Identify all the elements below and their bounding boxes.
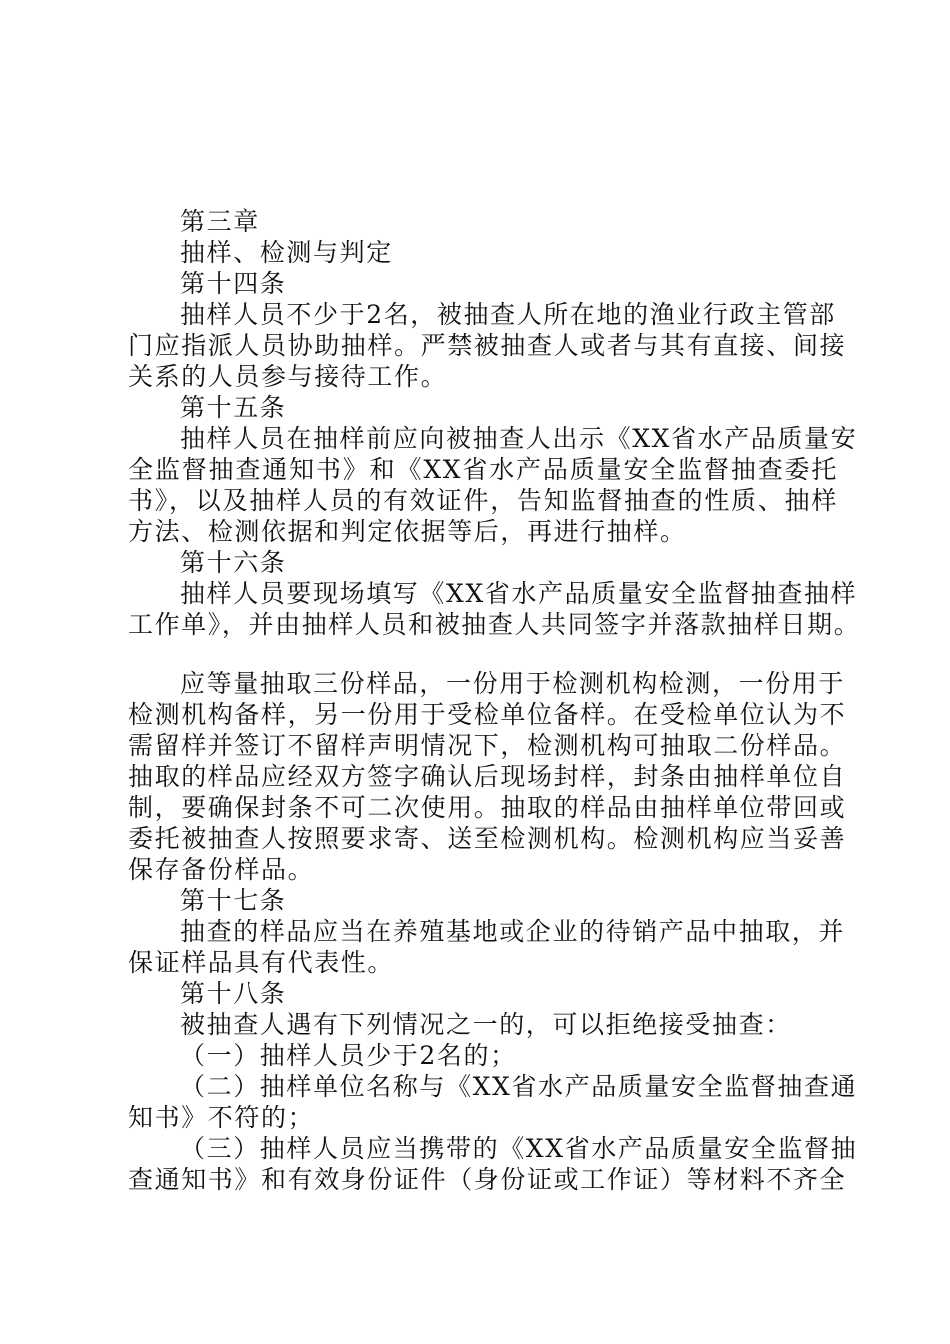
list-item-1: （一）抽样人员少于2名的； — [180, 1041, 517, 1070]
paragraph-line: 抽样人员要现场填写《XX省水产品质量安全监督抽查抽样 — [180, 579, 858, 608]
paragraph-line: 抽样人员在抽样前应向被抽查人出示《XX省水产品质量安 — [180, 424, 858, 453]
article-15-heading: 第十五条 — [180, 393, 287, 422]
paragraph-line: 需留样并签订不留样声明情况下，检测机构可抽取二份样品。 — [128, 731, 847, 760]
paragraph-line: 全监督抽查通知书》和《XX省水产品质量安全监督抽查委托 — [128, 455, 838, 484]
paragraph-line: 制，要确保封条不可二次使用。抽取的样品由抽样单位带回或 — [128, 793, 847, 822]
paragraph-line: 检测机构备样，另一份用于受检单位备样。在受检单位认为不 — [128, 700, 847, 729]
list-item-3-continued: 查通知书》和有效身份证件（身份证或工作证）等材料不齐全 — [128, 1165, 847, 1194]
article-17-heading: 第十七条 — [180, 886, 287, 915]
paragraph-line: 被抽查人遇有下列情况之一的，可以拒绝接受抽查： — [180, 1010, 792, 1039]
paragraph-line: 保存备份样品。 — [128, 855, 315, 884]
list-item-2: （二）抽样单位名称与《XX省水产品质量安全监督抽查通 — [180, 1072, 858, 1101]
paragraph-line: 门应指派人员协助抽样。严禁被抽查人或者与其有直接、间接 — [128, 331, 847, 360]
paragraph-line: 工作单》，并由抽样人员和被抽查人共同签字并落款抽样日期。 — [128, 610, 861, 639]
paragraph-line: 抽查的样品应当在养殖基地或企业的待销产品中抽取，并 — [180, 917, 846, 946]
list-item-2-continued: 知书》不符的； — [128, 1103, 315, 1132]
paragraph-line: 委托被抽查人按照要求寄、送至检测机构。检测机构应当妥善 — [128, 824, 847, 853]
paragraph-line: 保证样品具有代表性。 — [128, 948, 395, 977]
paragraph-line: 方法、检测依据和判定依据等后，再进行抽样。 — [128, 517, 687, 546]
article-18-heading: 第十八条 — [180, 979, 287, 1008]
article-16-heading: 第十六条 — [180, 548, 287, 577]
article-14-heading: 第十四条 — [180, 269, 287, 298]
paragraph-line: 应等量抽取三份样品，一份用于检测机构检测，一份用于 — [180, 669, 846, 698]
paragraph-line: 抽样人员不少于2名，被抽查人所在地的渔业行政主管部 — [180, 300, 836, 329]
paragraph-line: 抽取的样品应经双方签字确认后现场封样，封条由抽样单位自 — [128, 762, 847, 791]
paragraph-line: 书》，以及抽样人员的有效证件，告知监督抽查的性质、抽样 — [128, 486, 838, 515]
paragraph-line: 关系的人员参与接待工作。 — [128, 362, 448, 391]
chapter-title: 抽样、检测与判定 — [180, 238, 393, 267]
chapter-heading: 第三章 — [180, 207, 260, 236]
list-item-3: （三）抽样人员应当携带的《XX省水产品质量安全监督抽 — [180, 1134, 858, 1163]
